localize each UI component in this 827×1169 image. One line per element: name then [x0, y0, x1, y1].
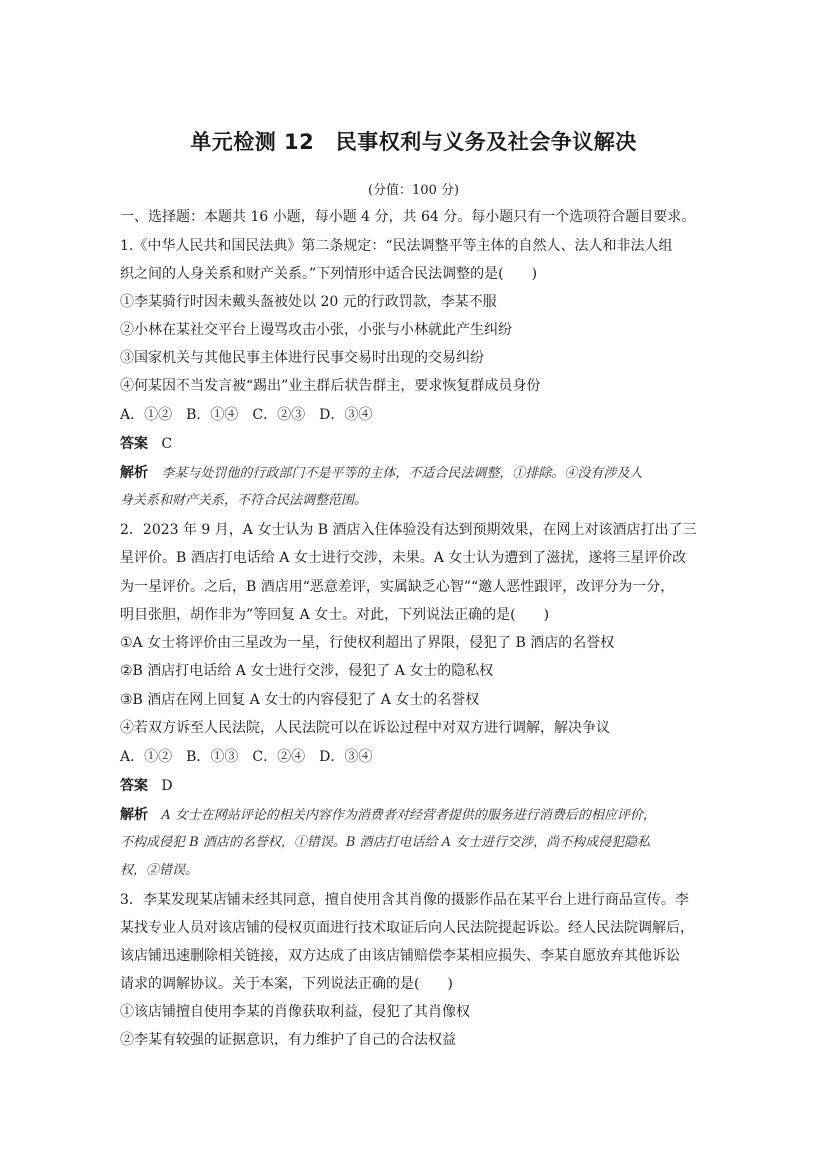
q2-stem-line4: 明目张胆，胡作非为”等回复 A 女士。对此，下列说法正确的是( ) [120, 607, 550, 623]
q3-stem-line2: 某找专业人员对该店铺的侵权页面进行技术取证后向人民法院提起诉讼。经人民法院调解后， [120, 920, 694, 936]
q2-option-2: ②B 酒店打电话给 A 女士进行交涉，侵犯了 A 女士的隐私权 [120, 663, 494, 679]
q2-choices: A．①② B．①③ C．②④ D．③④ [120, 749, 373, 765]
q1-answer: C [161, 436, 173, 452]
q2-option-1: ①A 女士将评价由三星改为一星，行使权利超出了界限，侵犯了 B 酒店的名誉权 [120, 635, 615, 651]
q1-option-3: ③国家机关与其他民事主体进行民事交易时出现的交易纠纷 [120, 350, 484, 366]
q2-answer-row [120, 776, 720, 796]
explain-label: 解析 [120, 465, 148, 481]
q1-option-4: ④何某因不当发言被“踢出”业主群后状告群主，要求恢复群成员身份 [120, 378, 541, 394]
q3-stem-line3: 该店铺迅速删除相关链接，双方达成了由该店铺赔偿李某相应损失、李某自愿放弃其他诉讼 [120, 948, 680, 964]
q1-stem-line1: 1.《中华人民共和国民法典》第二条规定：“民法调整平等主体的自然人、法人和非法人组 [120, 238, 673, 254]
q3-option-2: ②李某有较强的证据意识，有力维护了自己的合法权益 [120, 1032, 456, 1048]
q1-explain-row1 [120, 463, 720, 484]
q2-explain-line2: 不构成侵犯 B 酒店的名誉权，①错误。B 酒店打电话给 A 女士进行交涉，尚不构成侵犯隐私 [120, 835, 651, 850]
q1-stem-line2: 织之间的人身关系和财产关系。”下列情形中适合民法调整的是( ) [120, 266, 538, 282]
q2-explain-line3: 权，②错误。 [120, 863, 199, 878]
q2-answer: D [161, 778, 173, 794]
q1-explain-line2: 身关系和财产关系，不符合民法调整范围。 [120, 493, 368, 508]
q2-explain-line1: A 女士在网站评论的相关内容作为消费者对经营者提供的服务进行消费后的相应评价， [161, 808, 656, 823]
q2-stem-line1: 2．2023 年 9 月，A 女士认为 B 酒店入住体验没有达到预期效果，在网上对该酒店打出了三 [120, 522, 697, 538]
q2-option-3: ③B 酒店在网上回复 A 女士的内容侵犯了 A 女士的名誉权 [120, 692, 480, 708]
q1-answer-row [120, 434, 720, 454]
q3-option-1: ①该店铺擅自使用李某的肖像获取利益，侵犯了其肖像权 [120, 1004, 470, 1020]
q1-option-1: ①李某骑行时因未戴头盔被处以 20 元的行政罚款，李某不服 [120, 294, 497, 310]
answer-label: 答案 [120, 778, 148, 794]
q1-option-2: ②小林在某社交平台上谩骂攻击小张，小张与小林就此产生纠纷 [120, 322, 512, 338]
q1-choices: A．①② B．①④ C．②③ D．③④ [120, 407, 373, 423]
q3-stem-line4: 请求的调解协议。关于本案，下列说法正确的是( ) [120, 976, 453, 992]
q1-explain-line1: 李某与处罚他的行政部门不是平等的主体，不适合民法调整，①排除。④没有涉及人 [161, 466, 643, 481]
q2-stem-line3: 为一星评价。之后，B 酒店用“恶意差评，实属缺乏心智”“邀人恶性跟评，改评分为一分， [120, 579, 675, 595]
q2-stem-line2: 星评价。B 酒店打电话给 A 女士进行交涉，未果。A 女士认为遭到了滋扰，遂将三星评价改 [120, 550, 687, 566]
score-note: (分值：100 分) [367, 183, 460, 198]
answer-label: 答案 [120, 436, 148, 452]
page-title: 单元检测 12 民事权利与义务及社会争议解决 [190, 130, 637, 154]
q3-stem-line1: 3．李某发现某店铺未经其同意，擅自使用含其肖像的摄影作品在某平台上进行商品宣传。李 [120, 892, 689, 908]
section-header: 一、选择题：本题共 16 小题，每小题 4 分，共 64 分。每小题只有一个选项符合题目要求。 [120, 209, 696, 225]
q2-explain-row1 [120, 805, 720, 826]
explain-label: 解析 [120, 807, 148, 823]
q2-option-4: ④若双方诉至人民法院，人民法院可以在诉讼过程中对双方进行调解，解决争议 [120, 720, 610, 736]
